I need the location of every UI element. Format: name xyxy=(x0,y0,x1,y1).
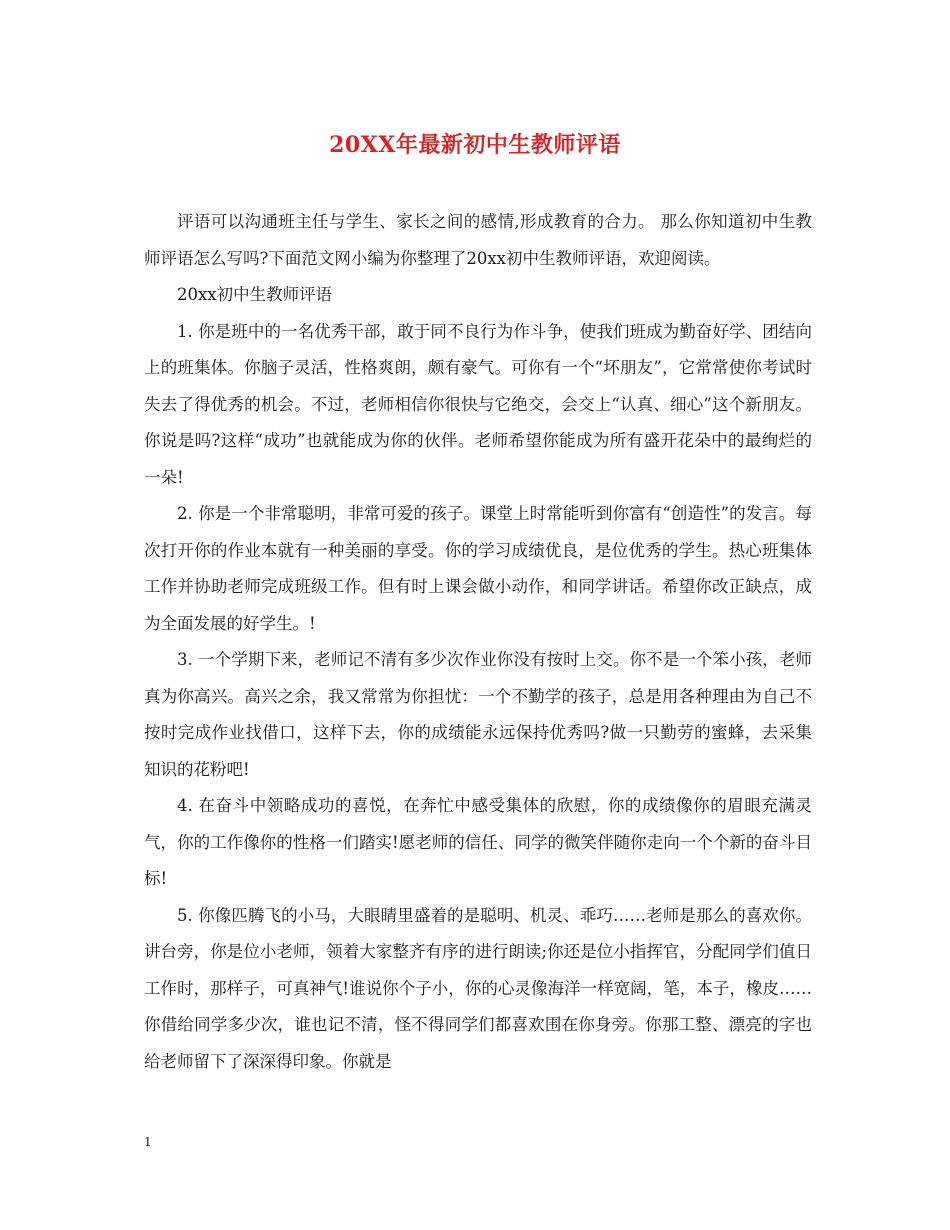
page-title: 20XX年最新初中生教师评语 xyxy=(329,132,621,158)
comment-paragraph-5: 5. 你像匹腾飞的小马，大眼睛里盛着的是聪明、机灵、乖巧……老师是那么的喜欢你。讲台旁，你是位小老师，领着大家整齐有序的进行朗读;你还是位小指挥官，分配同学们值日工作时，那样子，可真神气!谁说你个子小，你的心灵像海洋一样宽阔，笔，本子，橡皮……你借给同学多少次，谁也记不清，怪不得同学们都喜欢围在你身旁。你那工整、漂亮的字也给老师留下了深深得印象。你就是 xyxy=(144,905,812,1071)
intro-paragraph: 评语可以沟通班主任与学生、家长之间的感情,形成教育的合力。 那么你知道初中生教师评语怎么写吗?下面范文网小编为你整理了20xx初中生教师评语，欢迎阅读。 xyxy=(144,212,812,268)
comment-paragraph-3: 3. 一个学期下来，老师记不清有多少次作业你没有按时上交。你不是一个笨小孩，老师真为你高兴。高兴之余，我又常常为你担忧：一个不勤学的孩子，总是用各种理由为自己不按时完成作业找借口，这样下去，你的成绩能永远保持优秀吗?做一只勤劳的蜜蜂，去采集知识的花粉吧! xyxy=(144,650,812,779)
comment-paragraph-2: 2. 你是一个非常聪明，非常可爱的孩子。课堂上时常能听到你富有“创造性”的发言。每次打开你的作业本就有一种美丽的享受。你的学习成绩优良，是位优秀的学生。热心班集体工作并协助老师完成班级工作。但有时上课会做小动作，和同学讲话。希望你改正缺点，成为全面发展的好学生。! xyxy=(144,504,812,633)
section-heading: 20xx初中生教师评语 xyxy=(177,285,333,304)
comment-paragraph-4: 4. 在奋斗中领略成功的喜悦，在奔忙中感受集体的欣慰，你的成绩像你的眉眼充满灵气，你的工作像你的性格一们踏实!愿老师的信任、同学的微笑伴随你走向一个个新的奋斗目标! xyxy=(144,796,812,888)
page-number: 1 xyxy=(144,1135,152,1149)
comment-paragraph-1: 1. 你是班中的一名优秀干部，敢于同不良行为作斗争，使我们班成为勤奋好学、团结向上的班集体。你脑子灵活，性格爽朗，颇有豪气。可你有一个“坏朋友”，它常常使你考试时失去了得优秀的机会。不过，老师相信你很快与它绝交，会交上“认真、细心”这个新朋友。你说是吗?这样“成功”也就能成为你的伙伴。老师希望你能成为所有盛开花朵中的最绚烂的一朵! xyxy=(144,321,812,487)
document-body xyxy=(144,204,812,1080)
